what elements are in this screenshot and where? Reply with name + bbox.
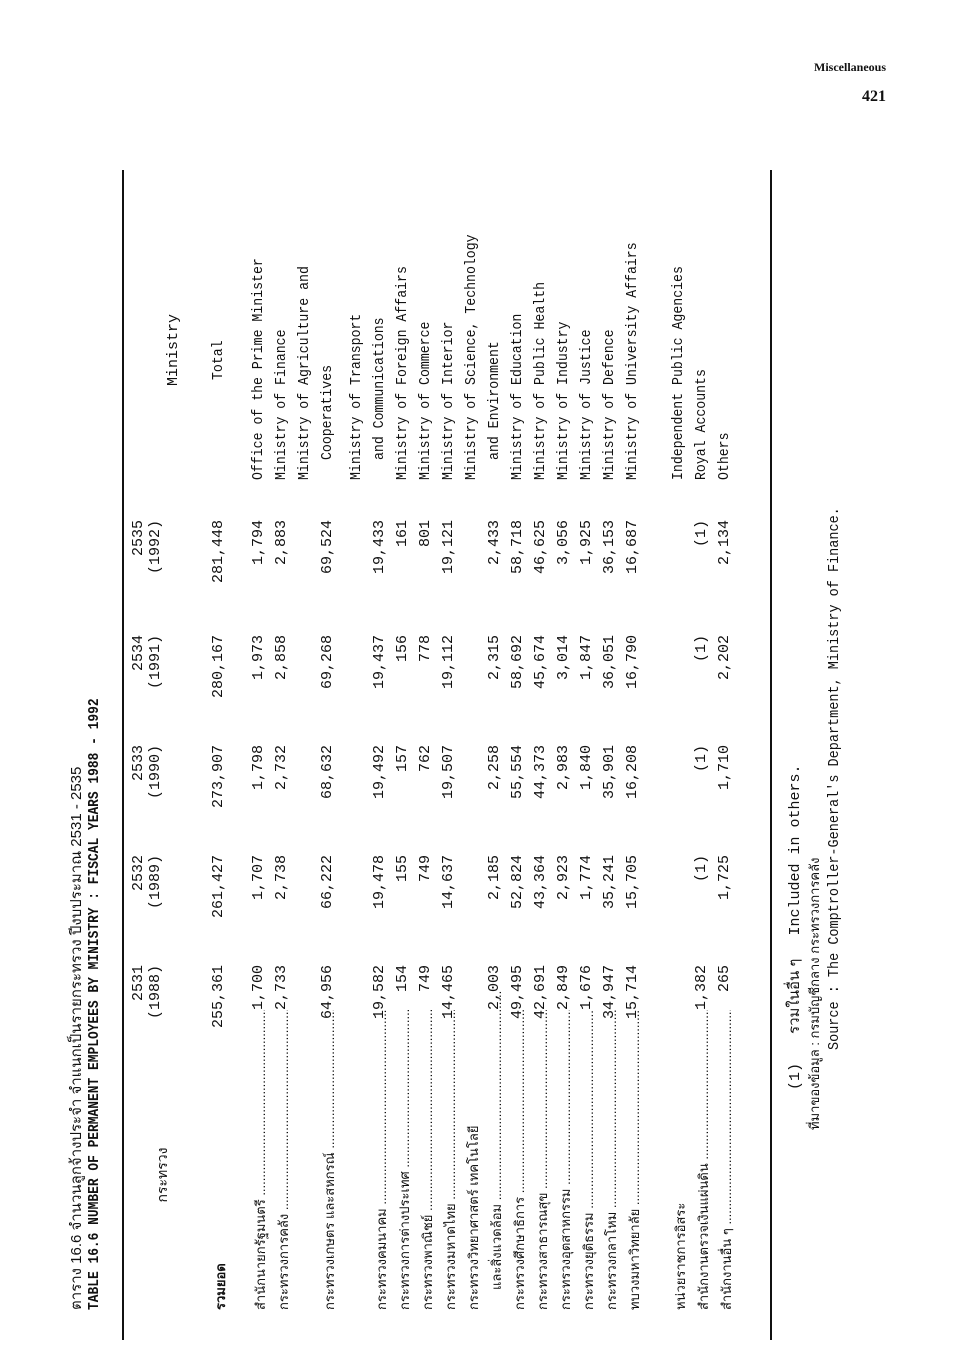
table-row (693, 170, 716, 1340)
cell-1991: 280,167 (210, 635, 227, 699)
cell-1991: 19,112 (440, 635, 457, 690)
cell-1992: 1,794 (250, 520, 267, 566)
cell-1990: 157 (394, 745, 411, 773)
row-label-english: Total (210, 340, 227, 380)
row-label-thai: กระทรวงการคลัง ..... (273, 1010, 294, 1310)
row-label-thai: สำนักงานตรวจเงินแผ่นดิน ..... (693, 1010, 714, 1310)
table-row (670, 170, 693, 1340)
table-row (348, 170, 371, 1340)
cell-1989: 2,185 (486, 855, 503, 901)
row-label-english: Ministry of Interior (440, 321, 457, 480)
cell-1988: 14,465 (440, 965, 457, 1020)
cell-1990: 44,373 (532, 745, 549, 800)
cell-1989: 15,705 (624, 855, 641, 910)
year-be: 2531 (130, 965, 147, 1002)
cell-1992: 36,153 (601, 520, 618, 575)
cell-1991: 2,202 (716, 635, 733, 681)
year-ce: (1992) (147, 520, 164, 575)
cell-1988: 64,956 (319, 965, 336, 1020)
table-row (296, 170, 319, 1340)
table-row (440, 170, 463, 1340)
cell-1992: 58,718 (509, 520, 526, 575)
row-label-thai: กระทรวงอุตสาหกรรม ..... (555, 1010, 576, 1310)
cell-1992: 19,433 (371, 520, 388, 575)
cell-1990: 273,907 (210, 745, 227, 809)
table-row (486, 170, 509, 1340)
rotated-table-page (60, 160, 860, 1340)
row-label-english: and Environment (486, 341, 503, 460)
cell-1988: 34,947 (601, 965, 618, 1020)
table-caption-english: TABLE 16.6 NUMBER OF PERMANENT EMPLOYEES BY MINISTRY : FISCAL YEARS 1988 - 1992 (86, 698, 103, 1310)
row-label-thai: กระทรวงเกษตร และสหกรณ์ ..... (319, 1010, 340, 1310)
row-label-english: Ministry of University Affairs (624, 242, 641, 480)
row-label-thai: สำนักงานอื่น ๆ ..... (716, 1010, 737, 1310)
cell-1990: 1,710 (716, 745, 733, 791)
source-thai: ที่มาของข้อมูล : กรมบัญชีกลาง กระทรวงการคลัง (807, 857, 822, 1130)
cell-1990: 19,492 (371, 745, 388, 800)
row-label-thai: กระทรวงศึกษาธิการ ..... (509, 1010, 530, 1310)
cell-1991: (1) (693, 635, 710, 663)
cell-1988: 749 (417, 965, 434, 993)
cell-1991: 156 (394, 635, 411, 663)
cell-1989: 43,364 (532, 855, 549, 910)
row-label-english: Ministry of Education (509, 313, 526, 480)
cell-1991: 2,315 (486, 635, 503, 681)
cell-1990: 68,632 (319, 745, 336, 800)
row-label-thai: กระทรวงสาธารณสุข ..... (532, 1010, 553, 1310)
cell-1991: 2,858 (273, 635, 290, 681)
cell-1990: (1) (693, 745, 710, 773)
section-title: Miscellaneous (814, 60, 886, 74)
year-ce: (1988) (147, 965, 164, 1020)
cell-1991: 19,437 (371, 635, 388, 690)
cell-1988: 49,495 (509, 965, 526, 1020)
row-label-english: Ministry of Public Health (532, 281, 549, 480)
row-label-english: Ministry of Industry (555, 321, 572, 480)
cell-1992: 2,134 (716, 520, 733, 566)
column-header-1988 (130, 965, 164, 1045)
column-header-1992 (130, 520, 164, 600)
cell-1988: 255,361 (210, 965, 227, 1029)
row-label-english: Ministry of Foreign Affairs (394, 266, 411, 480)
cell-1989: 1,774 (578, 855, 595, 901)
row-label-english: Cooperatives (319, 364, 336, 460)
cell-1989: 2,738 (273, 855, 290, 901)
row-label-thai: กระทรวงกลาโหม ..... (601, 1010, 622, 1310)
cell-1988: 2,849 (555, 965, 572, 1011)
column-header-ministry: Ministry (165, 314, 182, 387)
cell-1991: 1,847 (578, 635, 595, 681)
year-be: 2534 (130, 635, 147, 672)
cell-1988: 15,714 (624, 965, 641, 1020)
table-row (463, 170, 486, 1340)
table-row (250, 170, 273, 1340)
row-label-english: Others (716, 432, 733, 480)
cell-1992: 46,625 (532, 520, 549, 575)
cell-1988: 154 (394, 965, 411, 993)
table-row (273, 170, 296, 1340)
cell-1992: 161 (394, 520, 411, 548)
row-label-thai: กระทรวงวิทยาศาสตร์ เทคโนโลยี (466, 1125, 481, 1310)
cell-1991: 16,790 (624, 635, 641, 690)
row-label-english: Ministry of Justice (578, 329, 595, 480)
table-row (578, 170, 601, 1340)
year-be: 2533 (130, 745, 147, 782)
cell-1992: 2,883 (273, 520, 290, 566)
cell-1988: 2,003 (486, 965, 503, 1011)
cell-1992: 801 (417, 520, 434, 548)
row-label-english: Ministry of Finance (273, 329, 290, 480)
top-rule (122, 170, 124, 1340)
table-row (394, 170, 417, 1340)
row-label-thai: กระทรวงพาณิชย์ ..... (417, 1010, 438, 1310)
cell-1992: 1,925 (578, 520, 595, 566)
cell-1992: 2,433 (486, 520, 503, 566)
cell-1989: 2,923 (555, 855, 572, 901)
cell-1990: 2,983 (555, 745, 572, 791)
row-label-english: Ministry of Defence (601, 329, 618, 480)
cell-1990: 1,798 (250, 745, 267, 791)
footnote-english: Included in others. (787, 764, 804, 936)
column-header-1989 (130, 855, 164, 935)
cell-1990: 35,901 (601, 745, 618, 800)
cell-1989: 66,222 (319, 855, 336, 910)
cell-1988: 42,691 (532, 965, 549, 1020)
year-ce: (1990) (147, 745, 164, 800)
cell-1990: 762 (417, 745, 434, 773)
cell-1988: 19,582 (371, 965, 388, 1020)
table-row (555, 170, 578, 1340)
row-label-thai: และสิ่งแวดล้อม ..... (486, 990, 507, 1290)
cell-1990: 16,208 (624, 745, 641, 800)
year-ce: (1989) (147, 855, 164, 910)
cell-1991: 36,051 (601, 635, 618, 690)
source-english: Source : The Comptroller-General's Department, Ministry of Finance. (826, 507, 843, 1050)
cell-1992: 19,121 (440, 520, 457, 575)
cell-1988: 2,733 (273, 965, 290, 1011)
year-be: 2535 (130, 520, 147, 557)
row-label-thai: กระทรวงคมนาคม ..... (371, 1010, 392, 1310)
row-label-english: Ministry of Science, Technology (463, 234, 480, 480)
row-label-english: Ministry of Agriculture and (296, 266, 313, 480)
page-number: 421 (862, 88, 886, 105)
table-row (371, 170, 394, 1340)
cell-1988: 1,700 (250, 965, 267, 1011)
cell-1991: 69,268 (319, 635, 336, 690)
column-header-1991 (130, 635, 164, 715)
cell-1988: 1,676 (578, 965, 595, 1011)
cell-1992: 281,448 (210, 520, 227, 584)
table-row (716, 170, 739, 1340)
cell-1988: 1,382 (693, 965, 710, 1011)
row-label-thai: หน่วยราชการอิสระ (673, 1202, 688, 1310)
row-label-thai: กระทรวงการต่างประเทศ ..... (394, 1010, 415, 1310)
cell-1990: 2,732 (273, 745, 290, 791)
table-row (532, 170, 555, 1340)
table-row (647, 170, 670, 1340)
bottom-rule (770, 170, 772, 1340)
row-label-english: Independent Public Agencies (670, 266, 687, 480)
cell-1991: 3,014 (555, 635, 572, 681)
cell-1992: 69,524 (319, 520, 336, 575)
cell-1991: 778 (417, 635, 434, 663)
table-row (624, 170, 647, 1340)
row-label-thai: กระทรวงมหาดไทย ..... (440, 1010, 461, 1310)
column-header-thai: กระทรวง (154, 1147, 170, 1203)
table-row (509, 170, 532, 1340)
cell-1989: 52,824 (509, 855, 526, 910)
table-row (417, 170, 440, 1340)
cell-1992: (1) (693, 520, 710, 548)
year-ce: (1991) (147, 635, 164, 690)
cell-1990: 2,258 (486, 745, 503, 791)
row-label-thai: รวมยอด (213, 1263, 228, 1310)
table-row (601, 170, 624, 1340)
row-label-thai: ทบวงมหาวิทยาลัย ..... (624, 1010, 645, 1310)
row-label-english: Royal Accounts (693, 369, 710, 480)
cell-1989: 155 (394, 855, 411, 883)
cell-1989: 1,707 (250, 855, 267, 901)
cell-1989: (1) (693, 855, 710, 883)
footnote-1 (782, 764, 806, 1090)
cell-1989: 261,427 (210, 855, 227, 919)
row-label-thai: กระทรวงยุติธรรม ..... (578, 1010, 599, 1310)
table-row (210, 170, 233, 1340)
cell-1991: 45,674 (532, 635, 549, 690)
cell-1989: 14,637 (440, 855, 457, 910)
cell-1989: 1,725 (716, 855, 733, 901)
column-header-1990 (130, 745, 164, 825)
row-label-thai: สำนักนายกรัฐมนตรี ..... (250, 1010, 271, 1310)
table-row (319, 170, 342, 1340)
cell-1989: 35,241 (601, 855, 618, 910)
footnote-thai: รวมในอื่น ๆ (786, 958, 803, 1034)
cell-1990: 1,840 (578, 745, 595, 791)
cell-1989: 749 (417, 855, 434, 883)
cell-1992: 16,687 (624, 520, 641, 575)
cell-1988: 265 (716, 965, 733, 993)
cell-1991: 1,973 (250, 635, 267, 681)
row-label-english: and Communications (371, 317, 388, 460)
row-label-english: Office of the Prime Minister (250, 258, 267, 480)
cell-1992: 3,056 (555, 520, 572, 566)
year-be: 2532 (130, 855, 147, 892)
cell-1990: 19,507 (440, 745, 457, 800)
row-label-english: Ministry of Commerce (417, 321, 434, 480)
table-caption-thai: ตาราง 16.6 จำนวนลูกจ้างประจำ จำแนกเป็นรายกระทรวง ปีงบประมาณ 2531 - 2535 (68, 766, 85, 1310)
cell-1991: 58,692 (509, 635, 526, 690)
row-label-english: Ministry of Transport (348, 313, 365, 480)
cell-1990: 55,554 (509, 745, 526, 800)
cell-1989: 19,478 (371, 855, 388, 910)
footnote-number: (1) (787, 1062, 804, 1090)
